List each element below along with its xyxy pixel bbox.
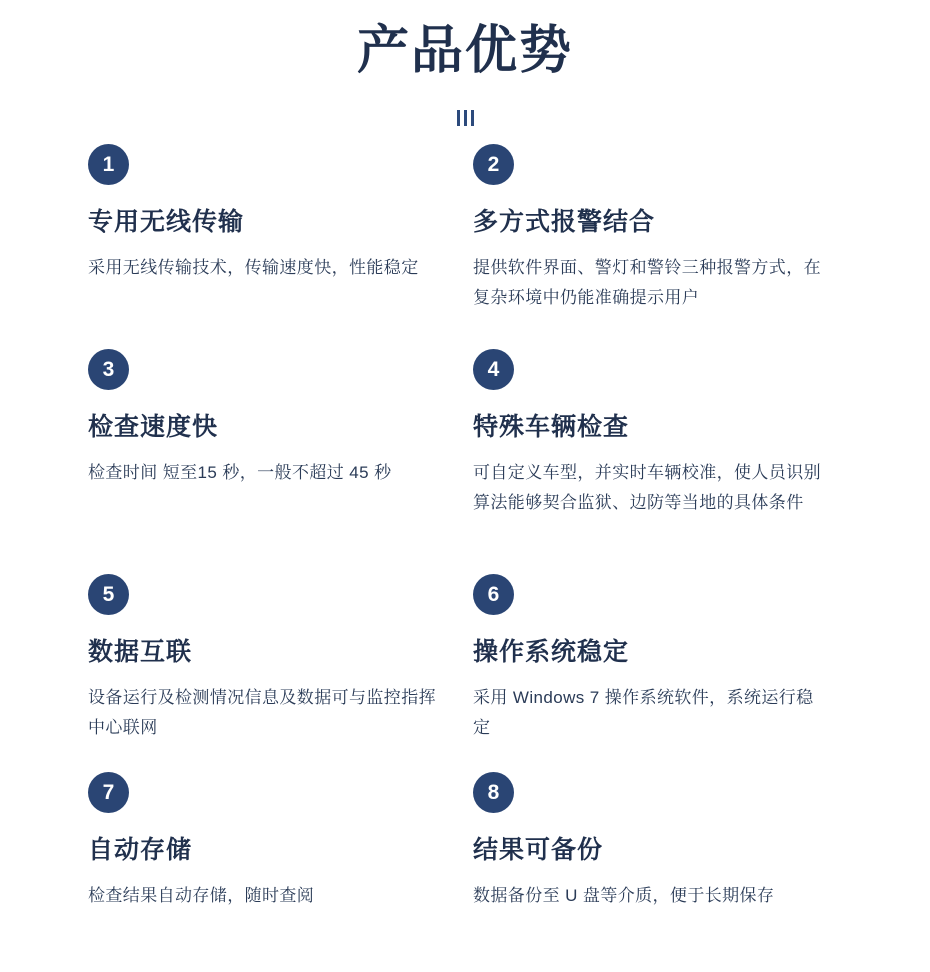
product-advantages-page [0, 22, 930, 972]
advantage-item [473, 349, 858, 574]
advantage-description: 采用 Windows 7 操作系统软件，系统运行稳定 [473, 687, 814, 737]
advantage-number-badge: 3 [88, 349, 129, 390]
advantage-number-badge: 7 [88, 772, 129, 813]
advantage-item [88, 574, 473, 772]
advantage-title: 多方式报警结合 [473, 207, 656, 236]
advantage-item [473, 144, 858, 349]
advantage-title: 检查速度快 [88, 412, 219, 441]
advantage-description: 设备运行及检测情况信息及数据可与监控指挥中心联网 [88, 687, 436, 737]
divider-mark [457, 110, 460, 126]
advantage-description: 采用无线传输技术，传输速度快，性能稳定 [88, 257, 419, 277]
advantage-number-badge: 5 [88, 574, 129, 615]
advantage-description: 检查结果自动存储，随时查阅 [88, 885, 315, 905]
advantage-description: 检查时间 短至15 秒，一般不超过 45 秒 [88, 462, 392, 482]
advantage-title: 操作系统稳定 [473, 637, 630, 666]
advantage-title: 专用无线传输 [88, 207, 245, 236]
advantage-number-badge: 6 [473, 574, 514, 615]
divider-mark [464, 110, 467, 126]
advantage-title: 结果可备份 [473, 835, 604, 864]
advantage-item [88, 772, 473, 912]
divider-mark [471, 110, 474, 126]
advantage-title: 自动存储 [88, 835, 193, 864]
advantage-title: 数据互联 [88, 637, 193, 666]
advantage-number-badge: 1 [88, 144, 129, 185]
advantage-item [88, 144, 473, 349]
advantage-number-badge: 2 [473, 144, 514, 185]
advantage-number-badge: 4 [473, 349, 514, 390]
advantage-description: 数据备份至 U 盘等介质，便于长期保存 [473, 885, 775, 905]
title-divider [0, 110, 930, 126]
advantage-item [473, 772, 858, 912]
advantage-description: 可自定义车型，并实时车辆校准，使人员识别算法能够契合监狱、边防等当地的具体条件 [473, 462, 821, 512]
advantage-item [88, 349, 473, 574]
advantage-description: 提供软件界面、警灯和警铃三种报警方式，在复杂环境中仍能准确提示用户 [473, 257, 821, 307]
advantages-grid [0, 144, 930, 912]
page-title: 产品优势 [356, 22, 573, 80]
advantage-number-badge: 8 [473, 772, 514, 813]
advantage-title: 特殊车辆检查 [473, 412, 630, 441]
advantage-item [473, 574, 858, 772]
